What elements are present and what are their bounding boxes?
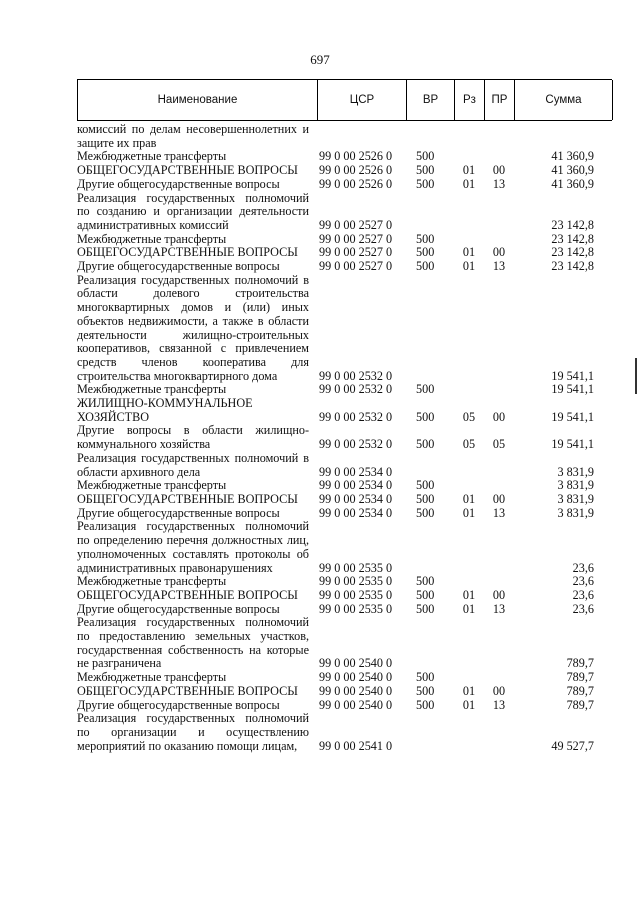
table-row: [77, 699, 612, 713]
table-row: [77, 507, 612, 521]
cell-pr: 00: [492, 409, 506, 424]
cell-rz: 01: [462, 491, 476, 506]
cell-sum: 789,7: [566, 656, 594, 671]
cell-sum: 19 541,1: [551, 437, 594, 452]
cell-name: Другие общегосударственные вопросы: [77, 176, 280, 191]
cell-sum: 23,6: [572, 601, 594, 616]
cell-name: Реализация государственных полномочий в области архивного дела: [77, 450, 309, 479]
table-header: [77, 79, 612, 121]
cell-name: Другие вопросы в области жилищно-коммунального хозяйства: [77, 423, 309, 452]
cell-sum: 3 831,9: [557, 491, 594, 506]
header-rz: Рз: [455, 80, 485, 120]
cell-vr: 500: [416, 409, 435, 424]
cell-name: ОБЩЕГОСУДАРСТВЕННЫЕ ВОПРОСЫ: [77, 491, 298, 506]
cell-csr: 99 0 00 2532 0: [319, 409, 393, 424]
cell-pr: 13: [492, 505, 506, 520]
header-name: Наименование: [78, 80, 318, 120]
table-row: [77, 671, 612, 685]
cell-sum: 23 142,8: [551, 245, 594, 260]
cell-rz: 01: [462, 259, 476, 274]
table-row: [77, 274, 612, 384]
table-row: [77, 150, 612, 164]
header-pr: ПР: [485, 80, 515, 120]
cell-vr: 500: [416, 176, 435, 191]
header-sum: Сумма: [515, 80, 613, 120]
cell-vr: 500: [416, 163, 435, 178]
cell-name: Реализация государственных полномочий в области долевого строительства многоквартирных домов и (или) иных объектов недвижимости, а также в области деятельности жилищно-строительных кооперативов, связанной с привлечением средств членов кооператива для строительства многоквартирного дома: [77, 272, 309, 383]
table-row: [77, 575, 612, 589]
cell-csr: 99 0 00 2534 0: [319, 464, 393, 479]
cell-rz: 01: [462, 601, 476, 616]
cell-vr: 500: [416, 478, 435, 493]
cell-name: ОБЩЕГОСУДАРСТВЕННЫЕ ВОПРОСЫ: [77, 587, 298, 602]
cell-csr: 99 0 00 2535 0: [319, 560, 393, 575]
cell-vr: 500: [416, 382, 435, 397]
cell-pr: 13: [492, 176, 506, 191]
cell-sum: 23,6: [572, 587, 594, 602]
cell-sum: 23,6: [572, 574, 594, 589]
cell-csr: 99 0 00 2527 0: [319, 231, 393, 246]
cell-name: ОБЩЕГОСУДАРСТВЕННЫЕ ВОПРОСЫ: [77, 245, 298, 260]
cell-sum: 23,6: [572, 560, 594, 575]
cell-sum: 19 541,1: [551, 382, 594, 397]
table-row: [77, 164, 612, 178]
cell-csr: 99 0 00 2535 0: [319, 574, 393, 589]
cell-vr: 500: [416, 245, 435, 260]
cell-csr: 99 0 00 2540 0: [319, 697, 393, 712]
cell-rz: 01: [462, 505, 476, 520]
cell-csr: 99 0 00 2534 0: [319, 478, 393, 493]
cell-name: комиссий по делам несовершеннолетних и защите их прав: [77, 122, 309, 150]
cell-name: Межбюджетные трансферты: [77, 670, 227, 685]
table-row: [77, 424, 612, 451]
cell-name: Межбюджетные трансферты: [77, 574, 227, 589]
cell-name: Реализация государственных полномочий по определению перечня должностных лиц, уполномоченных составлять протоколы об административных правонарушениях: [77, 519, 309, 575]
cell-sum: 3 831,9: [557, 464, 594, 479]
cell-vr: 500: [416, 683, 435, 698]
table-row: [77, 123, 612, 150]
cell-rz: 01: [462, 587, 476, 602]
table-row: [77, 685, 612, 699]
cell-sum: 41 360,9: [551, 163, 594, 178]
cell-vr: 500: [416, 231, 435, 246]
table-row: [77, 589, 612, 603]
table-row: [77, 520, 612, 575]
cell-csr: 99 0 00 2532 0: [319, 382, 393, 397]
cell-vr: 500: [416, 491, 435, 506]
cell-csr: 99 0 00 2532 0: [319, 437, 393, 452]
cell-csr: 99 0 00 2541 0: [319, 738, 393, 753]
cell-sum: 3 831,9: [557, 505, 594, 520]
cell-sum: 3 831,9: [557, 478, 594, 493]
table-row: [77, 246, 612, 260]
cell-csr: 99 0 00 2527 0: [319, 259, 393, 274]
header-csr: ЦСР: [318, 80, 407, 120]
cell-name: Другие общегосударственные вопросы: [77, 259, 280, 274]
cell-rz: 01: [462, 163, 476, 178]
cell-vr: 500: [416, 574, 435, 589]
cell-name: Другие общегосударственные вопросы: [77, 601, 280, 616]
cell-csr: 99 0 00 2534 0: [319, 491, 393, 506]
cell-pr: 13: [492, 697, 506, 712]
page-number: 697: [310, 52, 330, 67]
cell-pr: 00: [492, 245, 506, 260]
cell-vr: 500: [416, 587, 435, 602]
cell-vr: 500: [416, 670, 435, 685]
cell-sum: 789,7: [566, 683, 594, 698]
cell-vr: 500: [416, 697, 435, 712]
cell-csr: 99 0 00 2526 0: [319, 176, 393, 191]
cell-sum: 49 527,7: [551, 738, 594, 753]
table-row: [77, 397, 612, 424]
cell-pr: 13: [492, 601, 506, 616]
cell-sum: 19 541,1: [551, 409, 594, 424]
cell-rz: 05: [462, 437, 476, 452]
cell-csr: 99 0 00 2535 0: [319, 587, 393, 602]
cell-pr: 05: [492, 437, 506, 452]
cell-vr: 500: [416, 601, 435, 616]
cell-name: Другие общегосударственные вопросы: [77, 697, 280, 712]
cell-csr: 99 0 00 2526 0: [319, 149, 393, 164]
cell-sum: 41 360,9: [551, 176, 594, 191]
cell-name: Реализация государственных полномочий по предоставлению земельных участков, государственная собственность на которые не разграничена: [77, 615, 309, 671]
cell-csr: 99 0 00 2535 0: [319, 601, 393, 616]
cell-csr: 99 0 00 2540 0: [319, 656, 393, 671]
cell-name: Межбюджетные трансферты: [77, 149, 227, 164]
cell-name: Межбюджетные трансферты: [77, 478, 227, 493]
cell-pr: 00: [492, 587, 506, 602]
table-row: [77, 383, 612, 397]
table-row: [77, 493, 612, 507]
cell-csr: 99 0 00 2527 0: [319, 245, 393, 260]
cell-csr: 99 0 00 2534 0: [319, 505, 393, 520]
cell-name: Реализация государственных полномочий по созданию и организации деятельности административных комиссий: [77, 190, 309, 232]
cell-csr: 99 0 00 2527 0: [319, 217, 393, 232]
header-vr: ВР: [407, 80, 455, 120]
cell-sum: 23 142,8: [551, 217, 594, 232]
cell-rz: 01: [462, 245, 476, 260]
cell-csr: 99 0 00 2540 0: [319, 683, 393, 698]
cell-sum: 789,7: [566, 697, 594, 712]
cell-csr: 99 0 00 2532 0: [319, 368, 393, 383]
cell-pr: 00: [492, 163, 506, 178]
cell-name: Реализация государственных полномочий по организации и осуществлению мероприятий по оказанию помощи лицам,: [77, 711, 309, 753]
table-row: [77, 616, 612, 671]
cell-rz: 01: [462, 683, 476, 698]
cell-vr: 500: [416, 259, 435, 274]
cell-name: Межбюджетные трансферты: [77, 382, 227, 397]
table-row: [77, 178, 612, 192]
cell-name: ЖИЛИЩНО-КОММУНАЛЬНОЕ ХОЗЯЙСТВО: [77, 396, 253, 424]
cell-sum: 23 142,8: [551, 259, 594, 274]
cell-pr: 00: [492, 491, 506, 506]
cell-sum: 19 541,1: [551, 368, 594, 383]
cell-name: Другие общегосударственные вопросы: [77, 505, 280, 520]
cell-name: ОБЩЕГОСУДАРСТВЕННЫЕ ВОПРОСЫ: [77, 163, 298, 178]
cell-pr: 13: [492, 259, 506, 274]
table-row: [77, 233, 612, 247]
cell-rz: 01: [462, 697, 476, 712]
cell-name: Межбюджетные трансферты: [77, 231, 227, 246]
cell-sum: 41 360,9: [551, 149, 594, 164]
table-row: [77, 712, 612, 753]
budget-table: [77, 79, 612, 753]
cell-name: ОБЩЕГОСУДАРСТВЕННЫЕ ВОПРОСЫ: [77, 683, 298, 698]
cell-vr: 500: [416, 505, 435, 520]
table-row: [77, 192, 612, 233]
cell-sum: 23 142,8: [551, 231, 594, 246]
table-body: [77, 121, 612, 753]
cell-rz: 01: [462, 176, 476, 191]
table-row: [77, 452, 612, 479]
cell-rz: 05: [462, 409, 476, 424]
cell-pr: 00: [492, 683, 506, 698]
table-row: [77, 479, 612, 493]
cell-sum: 789,7: [566, 670, 594, 685]
table-row: [77, 260, 612, 274]
cell-vr: 500: [416, 437, 435, 452]
table-row: [77, 603, 612, 617]
cell-csr: 99 0 00 2526 0: [319, 163, 393, 178]
cell-vr: 500: [416, 149, 435, 164]
scan-edge-mark: [635, 358, 637, 394]
cell-csr: 99 0 00 2540 0: [319, 670, 393, 685]
